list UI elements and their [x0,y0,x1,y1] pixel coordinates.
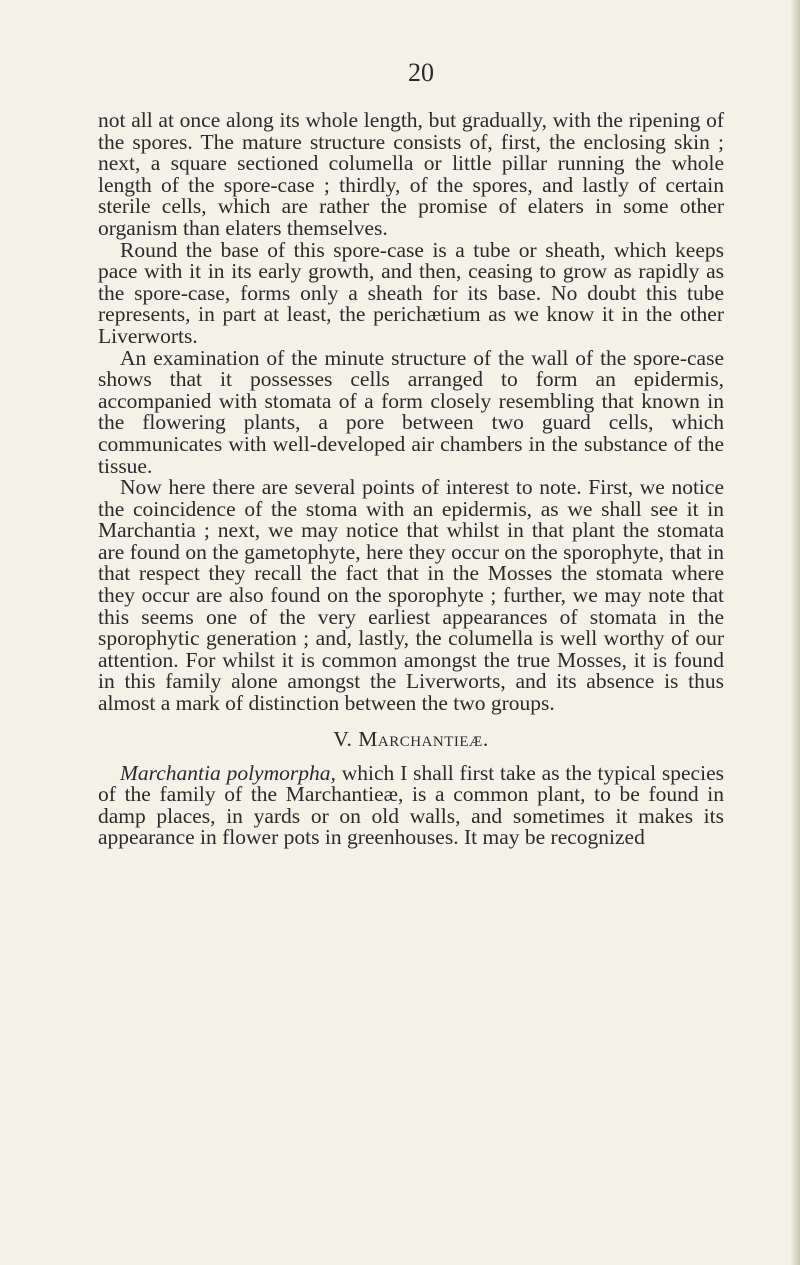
section-number: V. [333,726,353,751]
paragraph-marchantia [98,760,724,850]
species-name: Marchantia polymorpha, [120,760,336,785]
paragraph-stomata: An examination of the minute structure of the wall of the spore-case shows that it possesses cells arranged to form an epidermis, accompanied with stomata of a form closely resembling that known in the flowering plants, a pore between two guard cells, which communicates with well-developed air chambers in the substance of the tissue. [98,345,724,478]
paragraph-spore-structure: not all at once along its whole length, but gradually, with the ripening of the spores. The mature structure consists of, first, the enclosing skin ; next, a square sectioned columella or little pillar running the whole length of the spore-case ; thirdly, of the spores, and lastly of certain sterile cells, which are rather the promise of elaters in some other organism than elaters themselves. [98,108,724,240]
paragraph-points-of-interest: Now here there are several points of interest to note. First, we notice the coincidence of the stoma with an epidermis, as we shall see it in Marchantia ; next, we may notice that whilst in that plant the stomata are found on the gametophyte, here they occur on the sporophyte, that in that respect they recall the fact that in the Mosses the stomata where they occur are also found on the sporophyte ; further, we may note that this seems one of the very earliest appearances of stomata in the sporophytic generation ; and, lastly, the columella is well worthy of our attention. For whilst it is common amongst the true Mosses, it is found in this family alone amongst the Liverworts, and its absence is thus almost a mark of distinction between the two groups. [98,475,724,716]
paragraph-sheath: Round the base of this spore-case is a tube or sheath, which keeps pace with it in its early growth, and then, ceasing to grow as rapidly as the spore-case, forms only a sheath for its base. No doubt this tube represents, in part at least, the perichætium as we know it in the other Liverworts. [98,237,724,348]
section-heading [98,727,724,751]
paragraph-marchantia-text: which I shall first take as the typical species of the family of the Marchantieæ, is a common plant, to be found in damp places, in yards or on old walls, and sometimes it makes its appearance in flower pots in greenhouses. It may be recognized [98,760,724,850]
section-title: Marchantieæ. [358,726,489,751]
book-page [98,58,724,849]
page-number: 20 [408,58,434,87]
page-edge-shadow [790,0,800,1265]
